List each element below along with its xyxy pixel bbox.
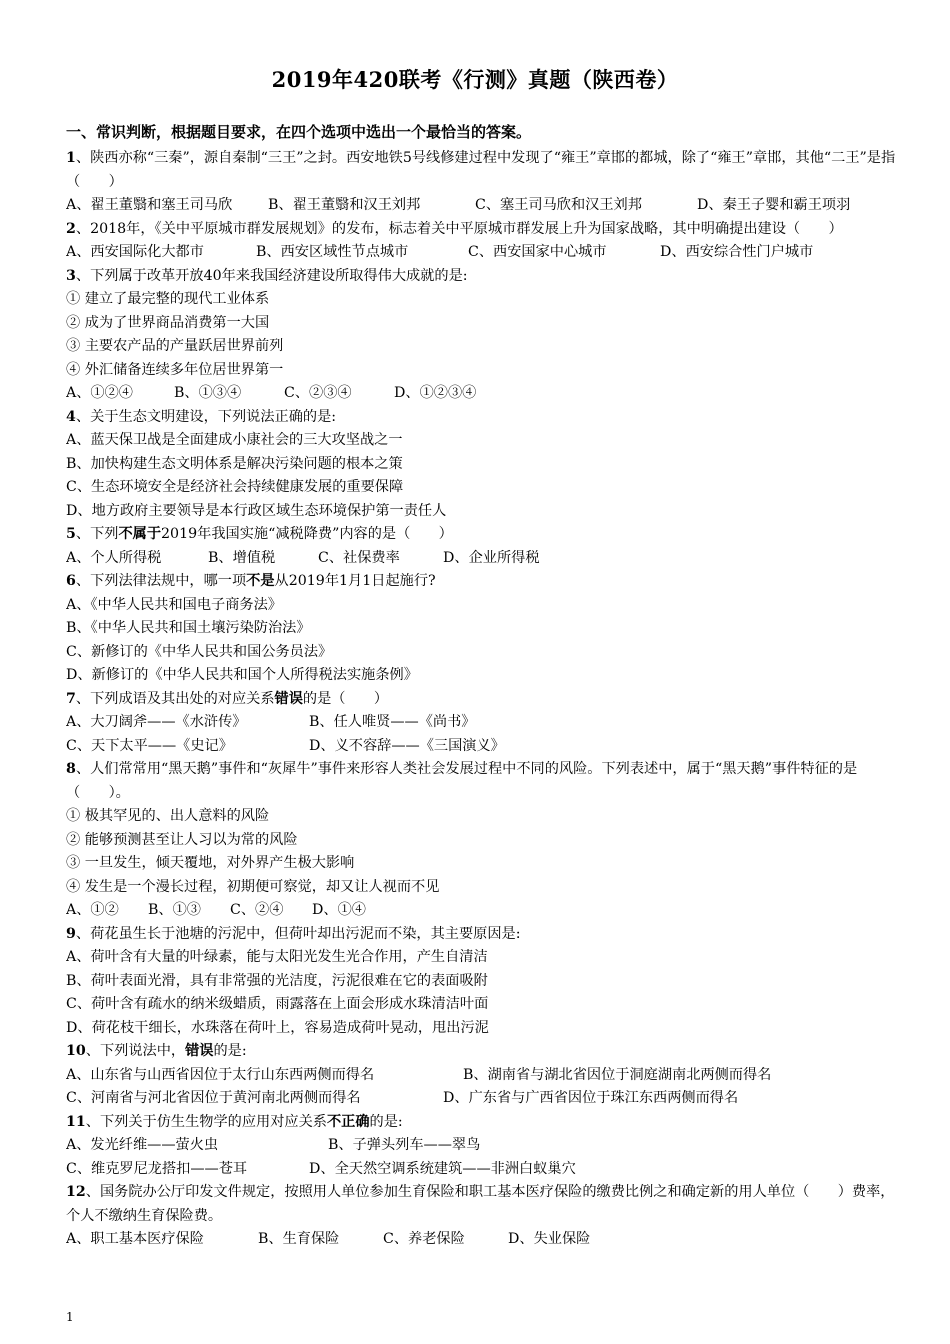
option-c: C、塞王司马欣和汉王刘邦 (475, 197, 642, 213)
option-a: A、个人所得税 (66, 549, 162, 566)
question-7-options-row-2 (66, 735, 896, 759)
emphasis-text: 不正确 (326, 1113, 370, 1130)
option-d: D、①④ (312, 902, 366, 918)
option-b: B、翟王董翳和汉王刘邦 (268, 197, 421, 213)
page-number: 1 (66, 1310, 74, 1324)
option-b: B、①③ (148, 902, 201, 918)
option-a: A、荷叶含有大量的叶绿素，能与太阳光发生光合作用，产生自清洁 (66, 949, 488, 965)
statement-item: ② 成为了世界商品消费第一大国 (66, 314, 270, 331)
question-1-stem: 1、陕西亦称“三秦”，源自秦制“三王”之封。西安地铁5号线修建过程中发现了“雍王”章邯的都城，除了“雍王”章邯，其他“二王”是指（ ） (66, 150, 896, 190)
question-number: 1 (66, 150, 76, 166)
option-a: A、①②④ (66, 385, 133, 401)
option-a: A、蓝天保卫战是全面建成小康社会的三大攻坚战之一 (66, 432, 403, 448)
option-d: D、①②③④ (394, 385, 477, 401)
emphasis-text: 不属于 (118, 526, 162, 542)
question-7-options-row-1 (66, 711, 896, 735)
question-11-stem: 11、下列关于仿生生物学的应用对应关系不正确的是: (66, 1113, 403, 1130)
question-10-stem: 10、下列说法中，错误的是: (66, 1043, 247, 1059)
statement-item: ③ 一旦发生，倾天覆地，对外界产生极大影响 (66, 855, 355, 871)
option-b: B、子弹头列车——翠鸟 (328, 1137, 481, 1153)
option-a: A、西安国际化大都市 (66, 244, 204, 260)
question-10-options-row-1 (66, 1064, 896, 1088)
option-c: C、新修订的《中华人民共和国公务员法》 (66, 643, 333, 660)
option-a: A、《中华人民共和国电子商务法》 (66, 596, 282, 613)
option-a: A、大刀阔斧——《水浒传》 (66, 714, 247, 730)
option-d: D、全天然空调系统建筑——非洲白蚁巢穴 (309, 1160, 576, 1177)
question-number: 8 (66, 761, 76, 777)
page-title: 2019年420联考《行测》真题（陕西卷） (271, 67, 679, 92)
emphasis-text: 错误 (274, 690, 303, 707)
option-c: C、天下太平——《史记》 (66, 737, 233, 754)
question-number: 7 (66, 690, 76, 707)
option-c: C、西安国家中心城市 (468, 244, 607, 260)
section-heading: 一、常识判断，根据题目要求，在四个选项中选出一个最恰当的答案。 (66, 123, 532, 141)
option-c: C、社保费率 (318, 549, 400, 566)
option-d: D、西安综合性门户城市 (660, 244, 814, 260)
option-c: C、生态环境安全是经济社会持续健康发展的重要保障 (66, 479, 404, 495)
option-a: A、职工基本医疗保险 (66, 1231, 204, 1247)
option-d: D、秦王子婴和霸王项羽 (697, 197, 851, 213)
question-7-stem: 7、下列成语及其出处的对应关系错误的是（ ） (66, 690, 389, 707)
question-8-stem: 8、人们常常用“黑天鹅”事件和“灰犀牛”事件来形容人类社会发展过程中不同的风险。下列表述中，属于“黑天鹅”事件特征的是（ ）。 (66, 761, 858, 801)
question-number: 6 (66, 573, 76, 589)
option-d: D、地方政府主要领导是本行政区域生态环境保护第一责任人 (66, 502, 447, 519)
statement-item: ② 能够预测甚至让人习以为常的风险 (66, 831, 298, 848)
option-d: D、失业保险 (508, 1231, 591, 1247)
option-b: B、西安区域性节点城市 (256, 244, 409, 260)
question-12-options (66, 1228, 896, 1252)
question-11-options-row-1 (66, 1134, 896, 1158)
question-10-options-row-2 (66, 1087, 896, 1111)
question-11-options-row-2 (66, 1158, 896, 1182)
question-number: 4 (66, 408, 76, 425)
emphasis-text: 不是 (246, 573, 275, 589)
option-d: D、广东省与广西省因位于珠江东西两侧而得名 (443, 1090, 739, 1106)
question-2-options (66, 241, 896, 265)
emphasis-text: 错误 (185, 1043, 214, 1059)
question-1-options (66, 194, 896, 218)
option-b: B、荷叶表面光滑，具有非常强的光洁度，污泥很难在它的表面吸附 (66, 972, 488, 989)
option-b: B、任人唯贤——《尚书》 (309, 714, 476, 730)
option-a: A、山东省与山西省因位于太行山东西两侧而得名 (66, 1066, 375, 1083)
statement-item: ③ 主要农产品的产量跃居世界前列 (66, 338, 284, 354)
question-number: 2 (66, 220, 76, 237)
option-c: C、②③④ (284, 385, 352, 401)
statement-item: ④ 外汇储备连续多年位居世界第一 (66, 361, 284, 378)
option-a: A、①② (66, 902, 119, 918)
question-number: 11 (66, 1113, 86, 1130)
option-c: C、维克罗尼龙搭扣——苍耳 (66, 1160, 248, 1177)
question-8-options (66, 899, 896, 923)
option-b: B、加快构建生态文明体系是解决污染问题的根本之策 (66, 455, 403, 472)
document-body (66, 120, 896, 1252)
option-c: C、②④ (230, 902, 284, 918)
question-12-stem: 12、国务院办公厅印发文件规定，按照用人单位参加生育保险和职工基本医疗保险的缴费比例之和确定新的用人单位（ ）费率，个人不缴纳生育保险费。 (66, 1184, 895, 1224)
option-d: D、荷花枝干细长，水珠落在荷叶上，容易造成荷叶晃动，甩出污泥 (66, 1019, 489, 1036)
statement-item: ① 建立了最完整的现代工业体系 (66, 291, 270, 307)
question-3-options (66, 382, 896, 406)
option-d: D、企业所得税 (443, 549, 540, 566)
question-9-stem: 9、荷花虽生长于池塘的污泥中，但荷叶却出污泥而不染，其主要原因是: (66, 925, 521, 942)
question-number: 3 (66, 267, 76, 284)
question-6-stem: 6、下列法律法规中，哪一项不是从2019年1月1日起施行? (66, 573, 436, 589)
option-c: C、河南省与河北省因位于黄河南北两侧而得名 (66, 1090, 361, 1106)
question-number: 12 (66, 1184, 86, 1200)
question-2-stem: 2、2018年，《关中平原城市群发展规划》的发布，标志着关中平原城市群发展上升为国家战略，其中明确提出建设（ ） (66, 220, 843, 237)
option-a: A、翟王董翳和塞王司马欣 (66, 197, 233, 213)
question-number: 9 (66, 925, 76, 942)
statement-item: ④ 发生是一个漫长过程，初期便可察觉，却又让人视而不见 (66, 878, 440, 895)
option-a: A、发光纤维——萤火虫 (66, 1137, 219, 1153)
option-b: B、湖南省与湖北省因位于洞庭湖南北两侧而得名 (463, 1066, 772, 1083)
question-number: 10 (66, 1043, 86, 1059)
question-4-stem: 4、关于生态文明建设，下列说法正确的是: (66, 408, 337, 425)
question-3-stem: 3、下列属于改革开放40年来我国经济建设所取得伟大成就的是: (66, 267, 468, 284)
option-b: B、增值税 (208, 549, 276, 566)
option-b: B、《中华人民共和国土壤污染防治法》 (66, 620, 311, 636)
question-number: 5 (66, 526, 76, 542)
option-d: D、新修订的《中华人民共和国个人所得税法实施条例》 (66, 667, 418, 683)
question-5-options (66, 547, 896, 571)
option-c: C、荷叶含有疏水的纳米级蜡质，雨露落在上面会形成水珠清洁叶面 (66, 996, 489, 1012)
option-d: D、义不容辞——《三国演义》 (309, 737, 505, 754)
option-b: B、生育保险 (258, 1231, 340, 1247)
statement-item: ① 极其罕见的、出人意料的风险 (66, 808, 270, 824)
option-b: B、①③④ (174, 385, 242, 401)
question-5-stem: 5、下列不属于2019年我国实施“减税降费”内容的是（ ） (66, 526, 453, 542)
option-c: C、养老保险 (383, 1231, 465, 1247)
